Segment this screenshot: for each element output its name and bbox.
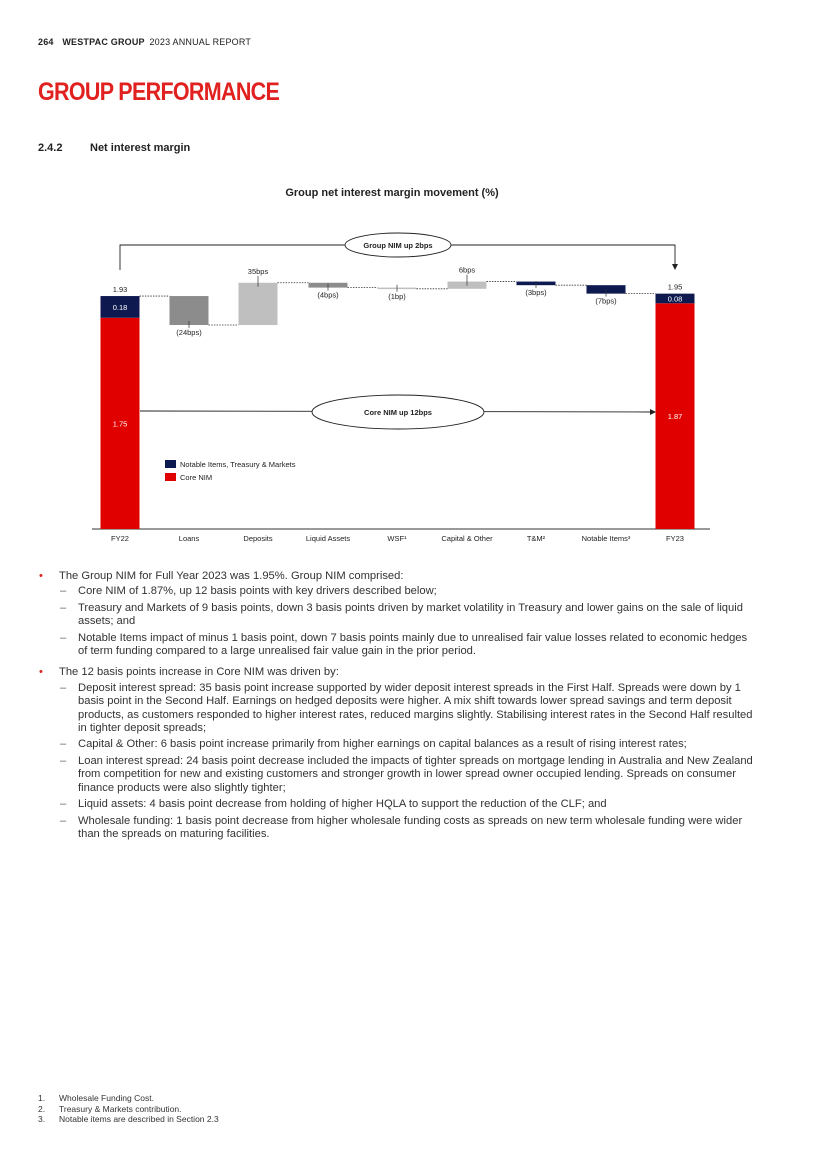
footnote: [38, 1114, 219, 1125]
x-tick-label: T&M²: [526, 534, 546, 543]
footnote: [38, 1104, 219, 1115]
bullet-text: The Group NIM for Full Year 2023 was 1.95%. Group NIM comprised:: [59, 570, 404, 582]
sub-bullet-list: [59, 585, 758, 658]
movement-label: (24bps): [176, 328, 202, 338]
x-tick-label: FY22: [111, 534, 129, 543]
footnote-text: Wholesale Funding Cost.: [59, 1093, 154, 1103]
fy22-notable-label: 0.18: [112, 302, 128, 312]
footnote: [38, 1093, 219, 1104]
sub-bullet-list: [59, 682, 758, 841]
footnote-number: 3.: [38, 1114, 46, 1124]
chart-title: Group net interest margin movement (%): [285, 187, 499, 199]
fy23-core-label: 1.87: [667, 412, 683, 422]
fy23-total-label: 1.95: [667, 282, 683, 292]
brand-name: WESTPAC GROUP: [62, 37, 145, 47]
bullet-list: [38, 570, 758, 841]
section-title: Net interest margin: [90, 142, 191, 154]
sub-bullet-item: – Core NIM of 1.87%, up 12 basis points with key drivers described below;: [59, 585, 758, 598]
core-annotation-label: Core NIM up 12bps: [364, 408, 432, 417]
movement-label: (1bp): [388, 291, 406, 301]
x-tick-label: Deposits: [243, 534, 273, 543]
legend-label-notable: Notable Items, Treasury & Markets: [180, 460, 296, 469]
movement-label: (7bps): [595, 296, 617, 306]
legend-swatch-notable: [165, 460, 176, 468]
fy22-total-label: 1.93: [112, 285, 128, 295]
x-tick-label: Capital & Other: [441, 534, 493, 543]
core-arrowhead: [650, 409, 656, 415]
sub-bullet-item: – Loan interest spread: 24 basis point decrease included the impacts of tighter spreads on mortgage lending in Australia and New Zealand from competition for new and existing customers and stronger growth in lower spread owner occupied lending. Spreads on consumer finance products were also slightly tighter;: [59, 755, 758, 795]
sub-bullet-item: – Capital & Other: 6 basis point increase primarily from higher earnings on capital balances as a result of rising interest rates;: [59, 738, 758, 751]
nim-waterfall-chart: [0, 0, 825, 560]
x-tick-label: Loans: [178, 534, 200, 543]
x-tick-label: FY23: [666, 534, 684, 543]
movement-label: (4bps): [317, 290, 339, 300]
x-tick-label: Liquid Assets: [305, 534, 351, 543]
movement-bar: [239, 283, 278, 325]
movement-bar: [170, 296, 209, 325]
section-number: 2.4.2: [38, 142, 63, 154]
footnote-text: Notable items are described in Section 2.3: [59, 1114, 219, 1124]
report-name: 2023 ANNUAL REPORT: [149, 37, 252, 47]
page-number: 264: [38, 37, 54, 47]
footnotes: [38, 1093, 219, 1125]
x-tick-label: WSF¹: [387, 534, 407, 543]
movement-label: 35bps: [247, 266, 269, 276]
page-title: GROUP PERFORMANCE: [38, 78, 280, 106]
bullet-item: [38, 666, 758, 841]
footnote-text: Treasury & Markets contribution.: [59, 1103, 182, 1114]
movement-label: 6bps: [458, 265, 476, 275]
group-annotation-label: Group NIM up 2bps: [363, 241, 433, 250]
commentary: [38, 570, 758, 849]
movement-label: (3bps): [525, 288, 547, 298]
sub-bullet-item: – Notable Items impact of minus 1 basis point, down 7 basis points mainly due to unrealised fair value losses related to economic hedges of term funding compared to a large unrealised fair value gain in the prior period.: [59, 632, 758, 659]
footnote-number: 1.: [38, 1093, 46, 1103]
sub-bullet-item: – Wholesale funding: 1 basis point decrease from higher wholesale funding costs as spreads on new term wholesale funding were wider than the spreads on maturing facilities.: [59, 815, 758, 842]
legend-swatch-core: [165, 473, 176, 481]
x-tick-label: Notable Items³: [581, 534, 631, 543]
fy23-notable-label: 0.08: [667, 294, 683, 304]
fy22-core-label: 1.75: [112, 419, 128, 429]
sub-bullet-item: – Liquid assets: 4 basis point decrease from holding of higher HQLA to support the reduction of the CLF; and: [59, 798, 758, 811]
sub-bullet-item: – Treasury and Markets of 9 basis points, down 3 basis points driven by market volatility in Treasury and lower gains on the sale of liquid assets; and: [59, 602, 758, 629]
legend-label-core: Core NIM: [180, 473, 213, 482]
sub-bullet-item: – Deposit interest spread: 35 basis point increase supported by wider deposit interest spreads in the First Half. Spreads were down by 1 basis point in the Second Half. Earnings on hedged deposits were higher. A mix shift towards lower spread savings and term deposit products, as customers responded to higher interest rates, reduced margins slightly. Stabilising interest rates in the Second Half resulted in tighter deposit spreads;: [59, 682, 758, 736]
bullet-item: [38, 570, 758, 658]
footnote-number: 2.: [38, 1103, 46, 1114]
bullet-text: The 12 basis points increase in Core NIM was driven by:: [59, 666, 339, 679]
group-arrowhead: [672, 264, 678, 270]
